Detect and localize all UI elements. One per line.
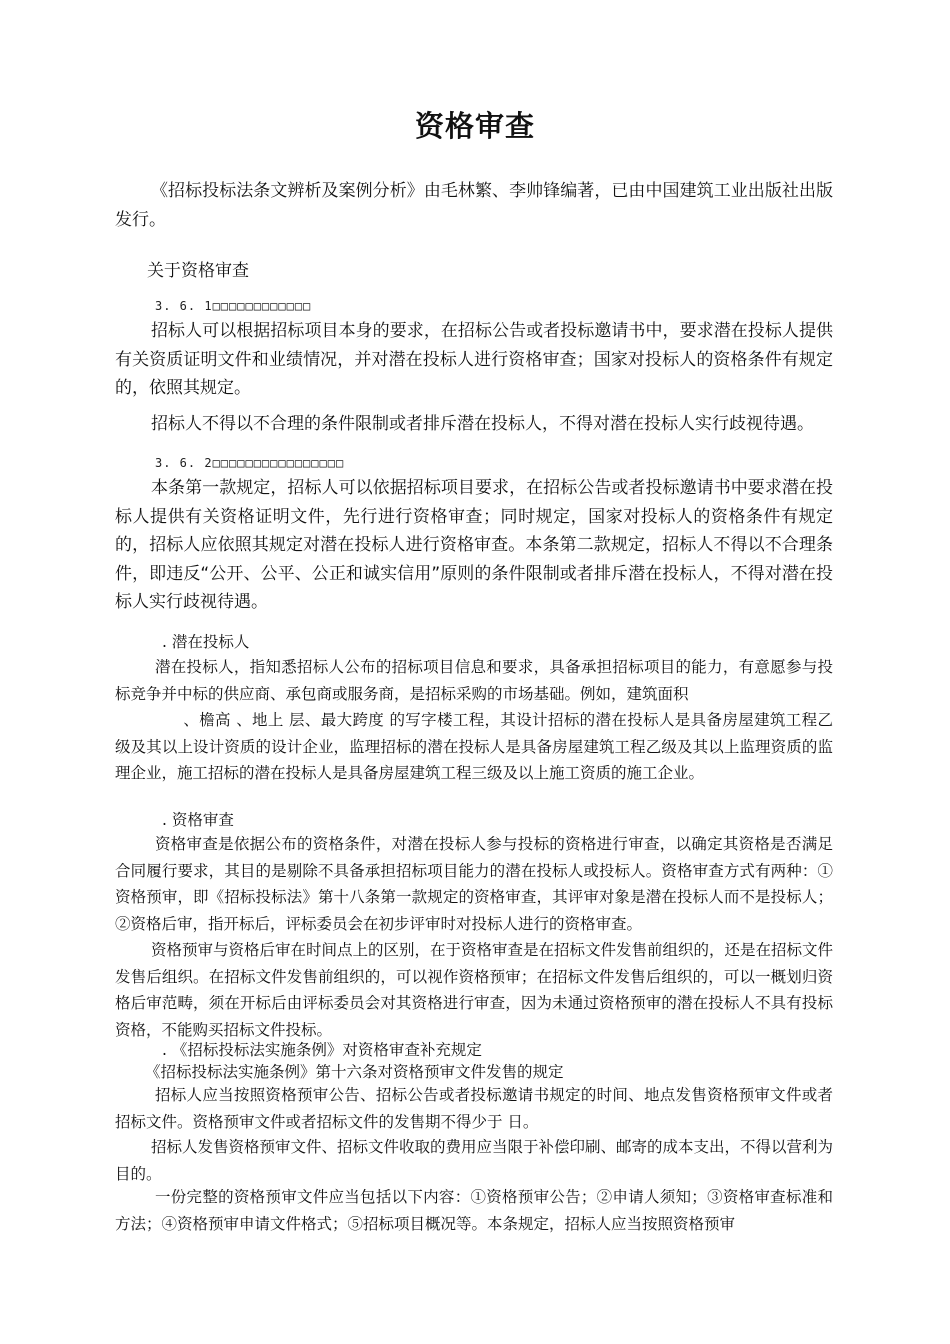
potential-bidders-text-2: 、檐高 、地上 层、最大跨度 的写字楼工程，其设计招标的潜在投标人是具备房屋建筑工程乙级及其以上设计资质的设计企业，监理招标的潜在投标人是具备房屋建筑工程乙级及其以上监理资质的监理企业，施工招标的潜在投标人是具备房屋建筑工程三级及以上施工资质的施工企业。 [115, 711, 833, 782]
subsection-heading-supplementary-rules: . 《招标投标法实施条例》对资格审查补充规定 [162, 1041, 482, 1059]
potential-bidders-text-1: 潜在投标人，指知悉招标人公布的招标项目信息和要求，具备承担招标项目的能力，有意愿参与投标竞争并中标的供应商、承包商或服务商，是招标采购的市场基础。例如，建筑面积 [115, 658, 833, 703]
subsection-heading-potential-bidders: . 潜在投标人 [162, 633, 250, 651]
intro-paragraph: 《招标投标法条文辨析及案例分析》由毛林繁、李帅锋编著，已由中国建筑工业出版社出版发行。 [115, 181, 833, 230]
supplementary-paragraph-3: 一份完整的资格预审文件应当包括以下内容：①资格预审公告；②申请人须知；③资格审查标准和方法；④资格预审申请文件格式；⑤招标项目概况等。本条规定，招标人应当按照资格预审 [115, 1188, 833, 1233]
article-label-3-6-2: 3. 6. 2□□□□□□□□□□□□□□□□ [155, 456, 345, 470]
article-3-6-1-paragraph-2: 招标人不得以不合理的条件限制或者排斥潜在投标人，不得对潜在投标人实行歧视待遇。 [151, 414, 814, 434]
section-heading-about: 关于资格审查 [147, 261, 249, 281]
article-3-6-1-paragraph-1: 招标人可以根据招标项目本身的要求，在招标公告或者投标邀请书中，要求潜在投标人提供有关资质证明文件和业绩情况，并对潜在投标人进行资格审查；国家对投标人的资格条件有规定的，依照其规定。 [115, 321, 833, 398]
article-3-6-2-paragraph: 本条第一款规定，招标人可以依据招标项目要求，在招标公告或者投标邀请书中要求潜在投标人提供有关资格证明文件，先行进行资格审查；同时规定，国家对投标人的资格条件有规定的，招标人应依照其规定对潜在投标人进行资格审查。本条第二款规定，招标人不得以不合理条件，即违反“公开、公平、公正和诚实信用”原则的条件限制或者排斥潜在投标人，不得对潜在投标人实行歧视待遇。 [115, 478, 833, 612]
potential-bidders-paragraph [115, 654, 833, 787]
regulation-article-16-heading: 《招标投标法实施条例》第十六条对资格预审文件发售的规定 [145, 1063, 564, 1081]
qualification-review-paragraph-1: 资格审查是依据公布的资格条件，对潜在投标人参与投标的资格进行审查，以确定其资格是否满足合同履行要求，其目的是剔除不具备承担招标项目能力的潜在投标人或投标人。资格审查方式有两种：①资格预审，即《招标投标法》第十八条第一款规定的资格审查，其评审对象是潜在投标人而不是投标人；②资格后审，指开标后，评标委员会在初步评审时对投标人进行的资格审查。 [115, 835, 833, 933]
supplementary-paragraph-1: 招标人应当按照资格预审公告、招标公告或者投标邀请书规定的时间、地点发售资格预审文件或者招标文件。资格预审文件或者招标文件的发售期不得少于 日。 [115, 1086, 833, 1131]
qualification-review-paragraph-2: 资格预审与资格后审在时间点上的区别，在于资格审查是在招标文件发售前组织的，还是在招标文件发售后组织。在招标文件发售前组织的，可以视作资格预审；在招标文件发售后组织的，可以一概划归资格后审范畴，须在开标后由评标委员会对其资格进行审查，因为未通过资格预审的潜在投标人不具有投标资格，不能购买招标文件投标。 [115, 941, 834, 1039]
page-title: 资格审查 [414, 109, 535, 143]
supplementary-paragraph-2: 招标人发售资格预审文件、招标文件收取的费用应当限于补偿印刷、邮寄的成本支出，不得以营利为目的。 [115, 1138, 834, 1183]
subsection-heading-qualification-review: . 资格审查 [162, 811, 234, 829]
article-label-3-6-1: 3. 6. 1□□□□□□□□□□□□ [155, 299, 312, 313]
